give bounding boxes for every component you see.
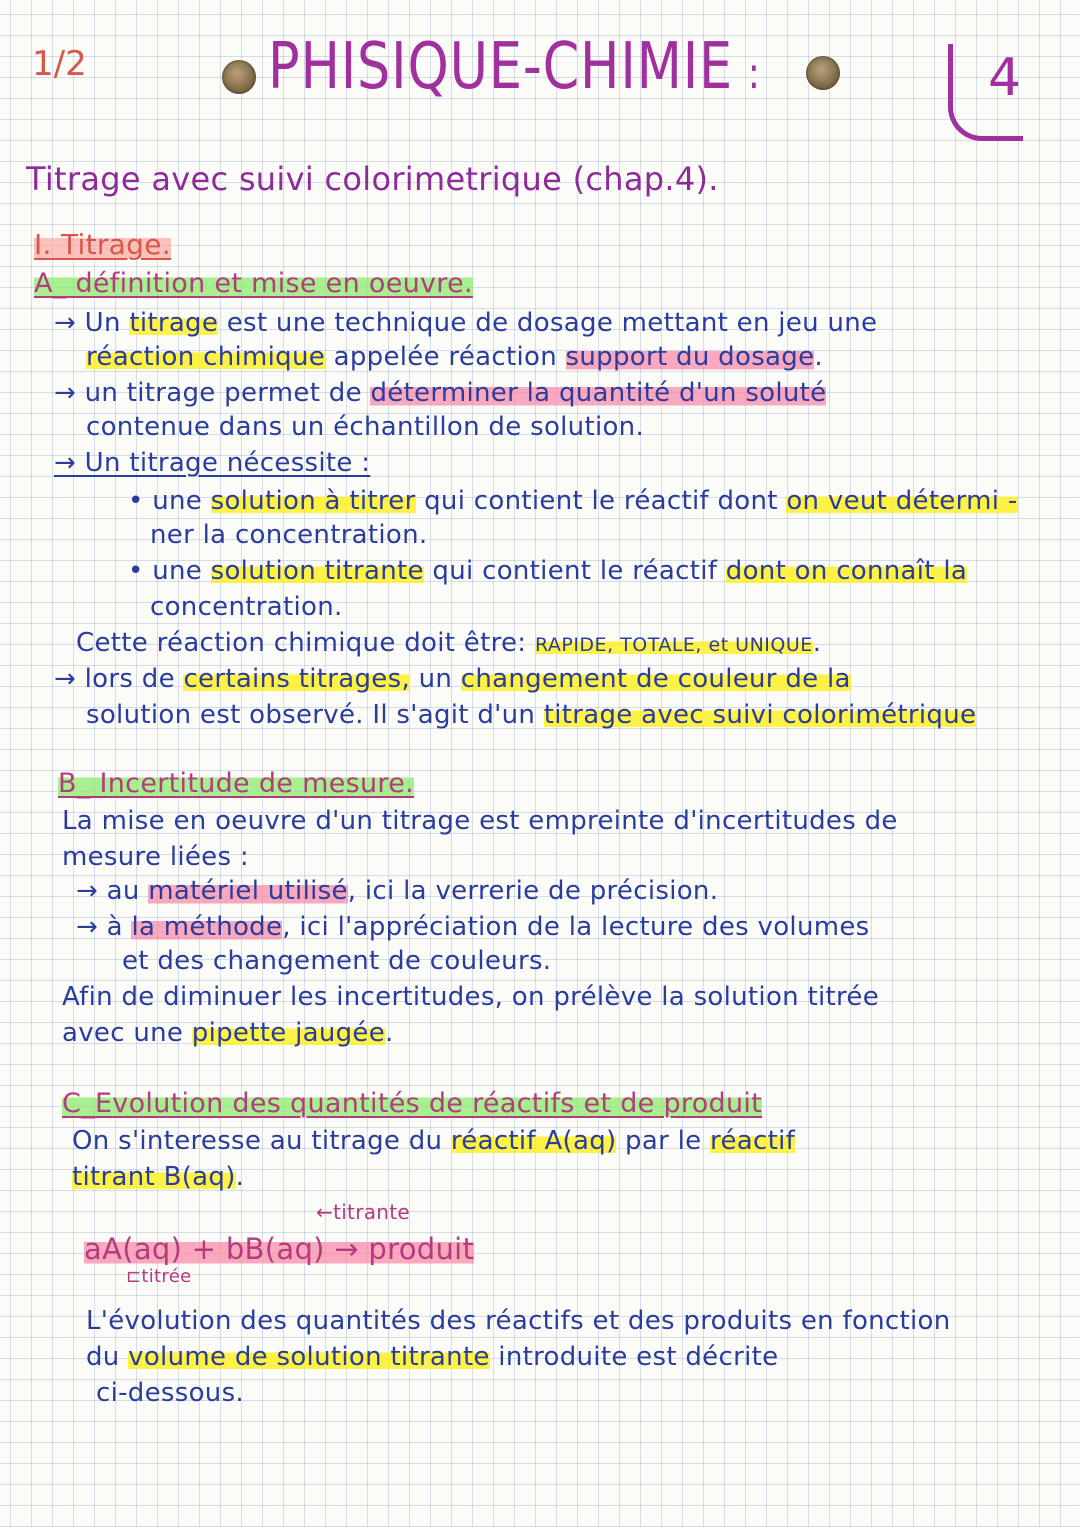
line-a-9-pre: concentration. [150,592,343,622]
line-a-8-pre: • une [128,556,211,586]
page-fraction: 1/2 [32,44,87,84]
line-a-8 [128,556,967,586]
line-b-2 [62,842,249,872]
line-a-11-mid: un [410,664,461,694]
subsection-heading-c-text: C_Evolution des quantités de réactifs et de produit [62,1088,763,1119]
line-b-3-mid: , ici la verrerie de précision. [347,876,719,906]
closing-line-2-hl: volume de solution titrante [128,1342,490,1372]
reaction-equation [84,1232,474,1266]
line-a-3-pre: → un titrage permet de [54,378,371,408]
line-c-1 [72,1126,795,1156]
line-b-6-pre: Afin de diminuer les incertitudes, on prélève la solution titrée [62,982,880,1012]
line-a-10-hl: RAPIDE, TOTALE, et UNIQUE [534,634,813,656]
label-titree-text: titrée [141,1266,192,1287]
line-a-5 [54,448,370,478]
line-a-10-mid: . [812,628,822,658]
line-a-7 [150,520,427,550]
line-b-3 [76,876,718,906]
line-a-6-hl2: on veut détermi - [786,486,1018,516]
closing-line-2-post: introduite est décrite [489,1342,779,1372]
line-a-1-hl: titrage [129,308,219,338]
line-c-2 [72,1162,244,1192]
line-a-11 [54,664,851,694]
line-a-5-pre: → Un titrage nécessite : [54,448,371,478]
closing-line-2-pre: du [86,1342,129,1372]
line-a-2-hl2: support du dosage [565,342,815,372]
line-a-6 [128,486,1018,516]
line-a-8-hl: solution titrante [210,556,424,586]
line-a-6-mid: qui contient le réactif dont [415,486,787,516]
closing-line-3 [96,1378,244,1408]
line-a-4 [86,412,644,442]
line-c-2-hl: titrant B(aq) [72,1162,236,1192]
line-a-2-hl: réaction chimique [86,342,326,372]
line-b-6 [62,982,879,1012]
line-a-11-hl: certains titrages, [183,664,411,694]
line-b-4 [76,912,870,942]
line-c-2-mid: . [235,1162,245,1192]
bracket-icon: ⊏ [126,1266,142,1287]
line-a-3 [54,378,826,408]
line-a-8-hl2: dont on connaît la [725,556,968,586]
line-b-7-hl: pipette jaugée [191,1018,386,1048]
line-a-8-mid: qui contient le réactif [423,556,726,586]
line-a-2 [86,342,823,372]
line-a-1-mid: est une technique de dosage mettant en jeu une [218,308,878,338]
line-a-2-mid: appelée réaction [325,342,566,372]
closing-line-1-text: L'évolution des quantités des réactifs et des produits en fonction [86,1306,951,1336]
arrow-left-icon: ← [316,1200,334,1224]
line-c-1-pre: On s'interesse au titrage du [72,1126,451,1156]
closing-line-1 [86,1306,951,1336]
line-b-1 [62,806,898,836]
subsection-heading-b [58,768,414,799]
label-titrante-text: titrante [333,1200,411,1224]
line-b-1-pre: La mise en oeuvre d'un titrage est empreinte d'incertitudes de [62,806,898,836]
subsection-heading-b-text: B_ Incertitude de mesure. [58,768,414,799]
line-b-7-pre: avec une [62,1018,192,1048]
line-a-7-pre: ner la concentration. [150,520,428,550]
subtitle: Titrage avec suivi colorimetrique (chap.4). [26,160,719,198]
line-a-12 [86,700,976,730]
line-b-7 [62,1018,394,1048]
line-a-1-pre: → Un [54,308,130,338]
line-a-11-hl2: changement de couleur de la [460,664,851,694]
closing-line-3-text: ci-dessous. [96,1378,244,1408]
line-b-4-hl: la méthode [131,912,283,942]
chapter-number: 4 [988,48,1022,108]
label-titrante [316,1200,410,1224]
line-b-4-mid: , ici l'appréciation de la lecture des volumes [282,912,870,942]
line-a-3-hl: déterminer la quantité d'un soluté [370,378,827,408]
line-b-5-pre: et des changement de couleurs. [122,946,552,976]
page-title [268,30,761,104]
line-a-11-pre: → lors de [54,664,184,694]
line-b-4-pre: → à [76,912,132,942]
line-b-3-pre: → au [76,876,149,906]
punch-hole-left [222,60,256,94]
line-b-2-pre: mesure liées : [62,842,249,872]
line-a-10 [76,628,821,658]
subsection-heading-a-text: A_ définition et mise en oeuvre. [34,268,473,299]
line-b-5 [122,946,551,976]
line-a-10-pre: Cette réaction chimique doit être: [76,628,535,658]
closing-line-2 [86,1342,778,1372]
line-c-1-mid: par le [616,1126,711,1156]
line-a-6-hl: solution à titrer [210,486,416,516]
line-a-12-hl: titrage avec suivi colorimétrique [543,700,977,730]
subsection-heading-c [62,1088,762,1119]
section-heading-text: I. Titrage. [34,228,171,261]
subsection-heading-a [34,268,473,299]
line-b-3-hl: matériel utilisé [148,876,348,906]
reaction-equation-text: aA(aq) + bB(aq) → produit [84,1232,475,1266]
section-heading-titrage [34,228,171,261]
title-text: PHISIQUE-CHIMIE [268,30,733,104]
line-a-9 [150,592,343,622]
line-a-4-pre: contenue dans un échantillon de solution. [86,412,645,442]
line-a-6-pre: • une [128,486,211,516]
line-c-1-hl: réactif A(aq) [450,1126,617,1156]
line-a-1 [54,308,877,338]
title-punct: : [747,48,761,99]
punch-hole-right [806,56,840,90]
label-titree [126,1266,191,1287]
line-b-7-mid: . [385,1018,394,1048]
line-c-1-hl2: réactif [710,1126,796,1156]
line-a-2-post: . [814,342,823,372]
line-a-12-pre: solution est observé. Il s'agit d'un [86,700,544,730]
